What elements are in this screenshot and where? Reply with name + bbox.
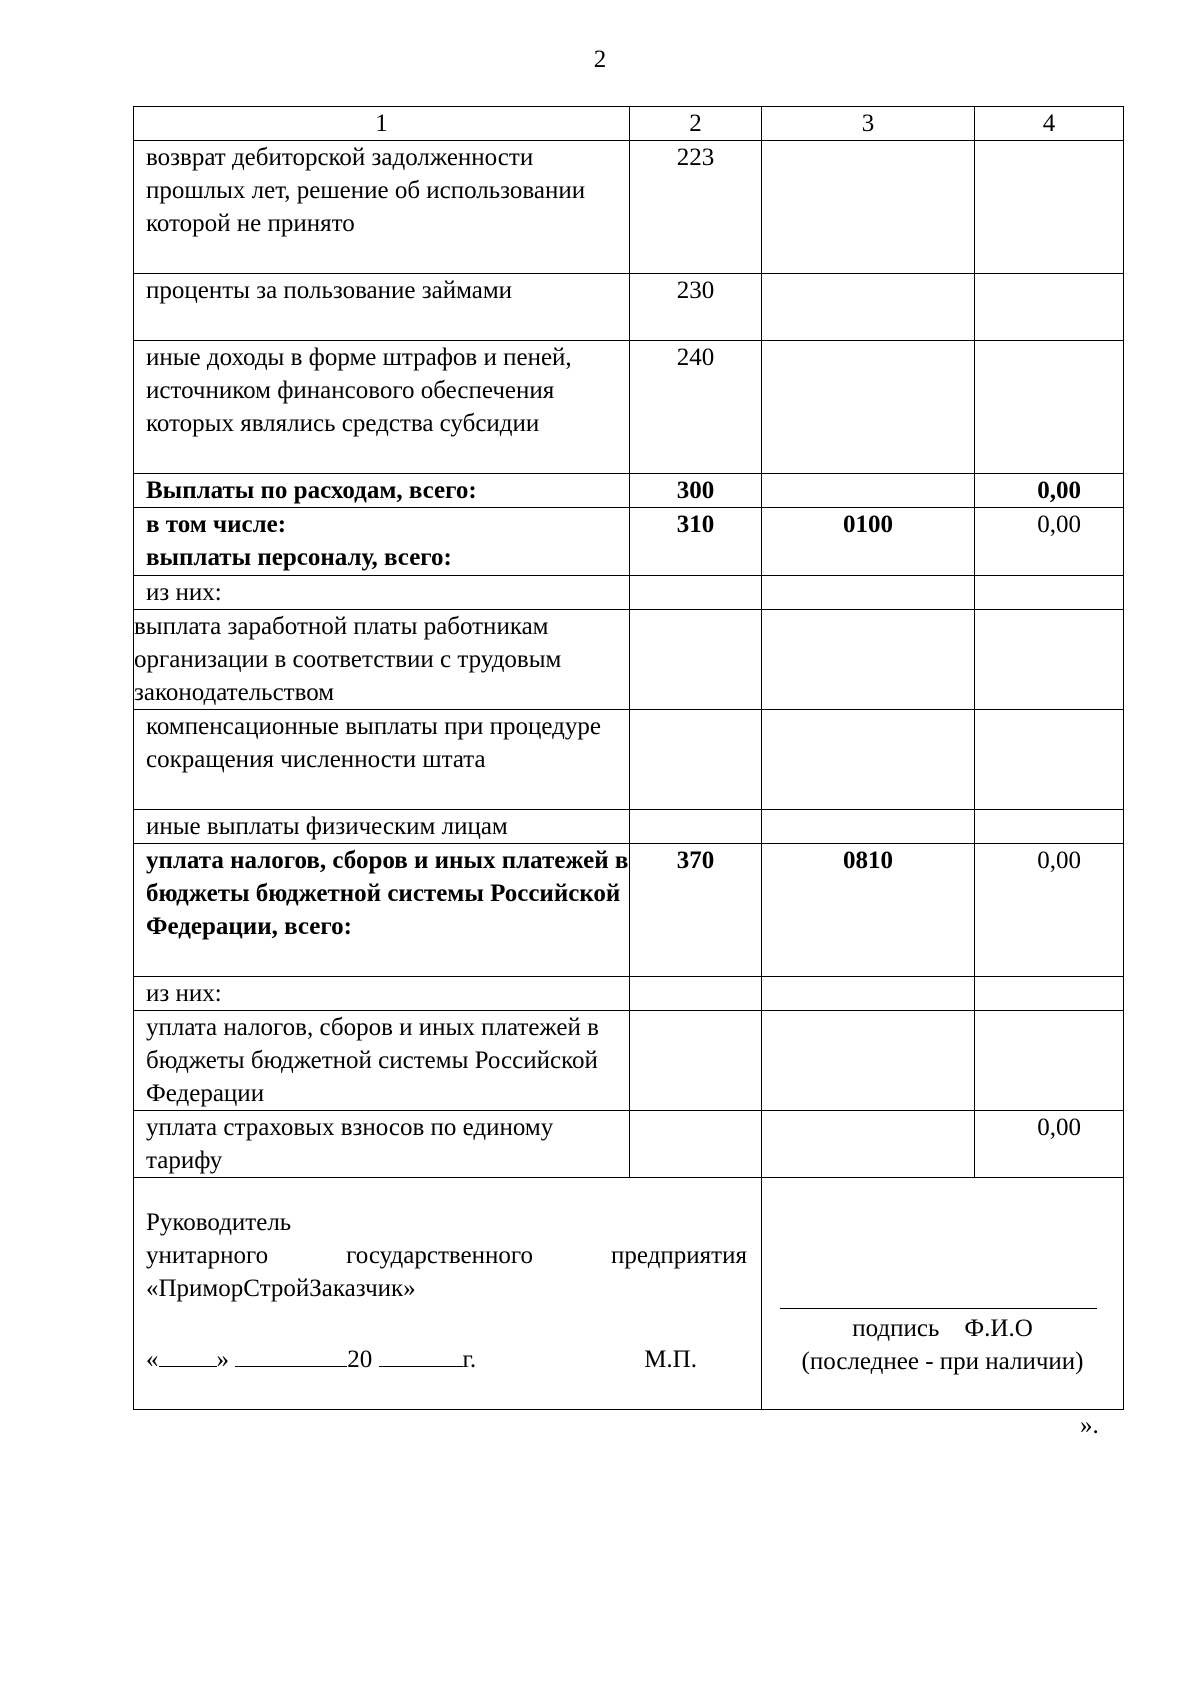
financial-table xyxy=(133,106,1124,1410)
table-row xyxy=(134,141,1124,274)
row-amount: 0,00 xyxy=(975,474,1124,508)
signature-org-name: «ПриморСтройЗаказчик» xyxy=(146,1275,416,1302)
row-amount: 0,00 xyxy=(975,1111,1124,1178)
row-label: иные выплаты физическим лицам xyxy=(134,810,630,844)
signature-org-word: унитарного xyxy=(146,1242,269,1269)
row-code: 310 xyxy=(630,508,762,576)
signature-org-word: предприятия xyxy=(611,1242,747,1269)
header-col-1: 1 xyxy=(134,107,630,141)
caption-note: (последнее - при наличии) xyxy=(801,1348,1084,1375)
row-kbk xyxy=(762,341,975,474)
row-kbk xyxy=(762,610,975,710)
date-field xyxy=(146,1343,476,1376)
signature-caption xyxy=(762,1312,1123,1345)
row-kbk xyxy=(762,474,975,508)
row-code xyxy=(630,710,762,810)
table-row xyxy=(134,508,1124,576)
row-code: 223 xyxy=(630,141,762,274)
row-amount xyxy=(975,141,1124,274)
header-col-4: 4 xyxy=(975,107,1124,141)
table-row xyxy=(134,610,1124,710)
table-row xyxy=(134,274,1124,341)
header-row xyxy=(134,107,1124,141)
row-kbk xyxy=(762,141,975,274)
row-code xyxy=(630,810,762,844)
page-number: 2 xyxy=(593,46,607,73)
year-prefix: 20 xyxy=(347,1346,373,1373)
row-label: Выплаты по расходам, всего: xyxy=(134,474,630,508)
row-label xyxy=(134,508,630,576)
row-kbk xyxy=(762,1011,975,1111)
row-code: 370 xyxy=(630,844,762,977)
signature-row xyxy=(134,1178,1124,1410)
row-kbk: 0100 xyxy=(762,508,975,576)
month-blank xyxy=(235,1344,347,1367)
caption-sign: подпись xyxy=(852,1315,940,1342)
row-kbk xyxy=(762,710,975,810)
row-code: 240 xyxy=(630,341,762,474)
table-row xyxy=(134,1011,1124,1111)
row-kbk: 0810 xyxy=(762,844,975,977)
row-kbk xyxy=(762,810,975,844)
date-line xyxy=(146,1343,747,1376)
row-amount xyxy=(975,610,1124,710)
row-label: выплата заработной платы работникам организации в соответствии с трудовым законодательством xyxy=(134,610,630,710)
row-code xyxy=(630,977,762,1011)
date-close-quote: » xyxy=(216,1346,229,1373)
row-amount xyxy=(975,1011,1124,1111)
header-col-2: 2 xyxy=(630,107,762,141)
table-row xyxy=(134,844,1124,977)
row-code: 230 xyxy=(630,274,762,341)
row-label-line: в том числе: xyxy=(146,511,287,538)
row-label: компенсационные выплаты при процедуре сокращения численности штата xyxy=(134,710,630,810)
signature-field xyxy=(762,1178,1124,1410)
row-label: иные доходы в форме штрафов и пеней, источником финансового обеспечения которых являлись средства субсидии xyxy=(134,341,630,474)
row-amount xyxy=(975,810,1124,844)
row-code: 300 xyxy=(630,474,762,508)
row-label: уплата налогов, сборов и иных платежей в бюджеты бюджетной системы Российской Федерации xyxy=(134,1011,630,1111)
signature-block xyxy=(134,1178,762,1410)
row-code xyxy=(630,610,762,710)
row-label: из них: xyxy=(134,576,630,610)
header-col-3: 3 xyxy=(762,107,975,141)
year-blank xyxy=(379,1344,463,1367)
stamp-place: М.П. xyxy=(644,1346,697,1373)
row-label: уплата страховых взносов по единому тарифу xyxy=(134,1111,630,1178)
table-row xyxy=(134,810,1124,844)
table-row xyxy=(134,977,1124,1011)
row-label: из них: xyxy=(134,977,630,1011)
row-kbk xyxy=(762,1111,975,1178)
row-amount xyxy=(975,274,1124,341)
row-label-line: выплаты персоналу, всего: xyxy=(146,544,452,571)
row-amount xyxy=(975,341,1124,474)
row-kbk xyxy=(762,274,975,341)
table-row xyxy=(134,1111,1124,1178)
row-kbk xyxy=(762,977,975,1011)
table-row xyxy=(134,576,1124,610)
row-label: возврат дебиторской задолженности прошлых лет, решение об использовании которой не принято xyxy=(134,141,630,274)
signature-org-word: государственного xyxy=(346,1242,534,1269)
row-kbk xyxy=(762,576,975,610)
year-suffix: г. xyxy=(462,1346,477,1373)
row-code xyxy=(630,576,762,610)
row-label: уплата налогов, сборов и иных платежей в бюджеты бюджетной системы Российской Федерации, всего: xyxy=(134,844,630,977)
table-row xyxy=(134,474,1124,508)
closing-quote: ». xyxy=(1080,1412,1099,1439)
caption-fio: Ф.И.О xyxy=(964,1315,1033,1342)
signature-line xyxy=(780,1308,1097,1309)
row-amount: 0,00 xyxy=(975,844,1124,977)
row-amount xyxy=(975,576,1124,610)
row-amount xyxy=(975,710,1124,810)
date-open-quote: « xyxy=(146,1346,159,1373)
row-code xyxy=(630,1011,762,1111)
row-code xyxy=(630,1111,762,1178)
table-row xyxy=(134,341,1124,474)
row-amount xyxy=(975,977,1124,1011)
row-label: проценты за пользование займами xyxy=(134,274,630,341)
day-blank xyxy=(159,1344,217,1367)
row-amount: 0,00 xyxy=(975,508,1124,576)
table-row xyxy=(134,710,1124,810)
signature-title: Руководитель xyxy=(146,1209,292,1236)
signature-org-line xyxy=(146,1239,747,1272)
